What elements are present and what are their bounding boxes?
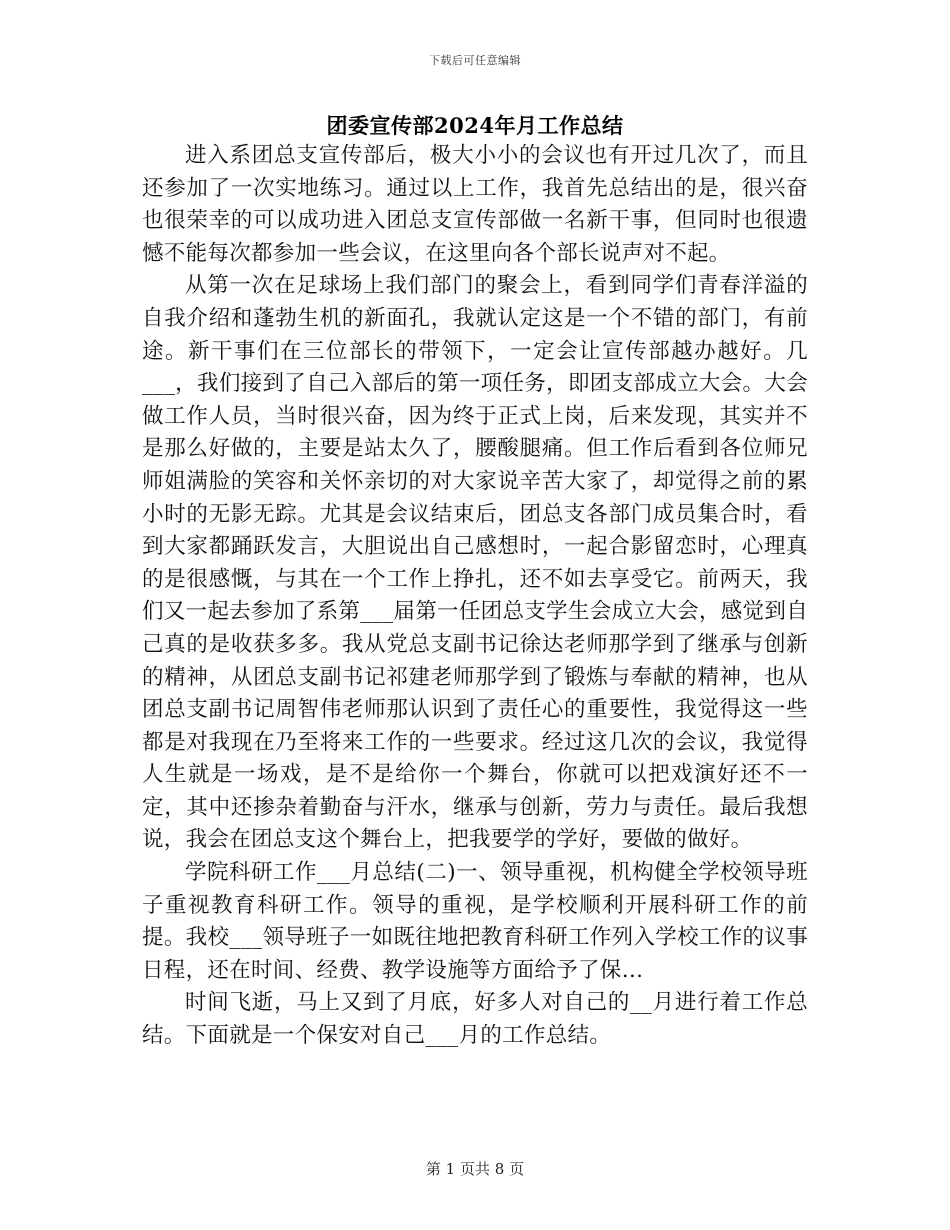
paragraph-3: 学院科研工作___月总结(二)一、领导重视，机构健全学校领导班子重视教育科研工作。领导的重视，是学校顺利开展科研工作的前提。我校___领导班子一如既往地把教育科研工作列入学校工作的议事日程，还在时间、经费、教学设施等方面给予了保…: [142, 860, 808, 983]
document-body: [142, 140, 808, 1053]
paragraph-4: 时间飞逝，马上又到了月底，好多人对自己的__月进行着工作总结。下面就是一个保安对自己___月的工作总结。: [142, 990, 808, 1049]
header-note: 下载后可任意编辑: [429, 54, 521, 67]
paragraph-2: 从第一次在足球场上我们部门的聚会上，看到同学们青春洋溢的自我介绍和蓬勃生机的新面孔，我就认定这是一个不错的部门，有前途。新干事们在三位部长的带领下，一定会让宣传部越办越好。几___，我们接到了自己入部后的第一项任务，即团支部成立大会。大会做工作人员，当时很兴奋，因为终于正式上岗，后来发现，其实并不是那么好做的，主要是站太久了，腰酸腿痛。但工作后看到各位师兄师姐满脸的笑容和关怀亲切的对大家说辛苦大家了，却觉得之前的累小时的无影无踪。尤其是会议结束后，团总支各部门成员集合时，看到大家都踊跃发言，大胆说出自己感想时，一起合影留恋时，心理真的是很感慨，与其在一个工作上挣扎，还不如去享受它。前两天，我们又一起去参加了系第___届第一任团总支学生会成立大会，感觉到自己真的是收获多多。我从党总支副书记徐达老师那学到了继承与创新的精神，从团总支副书记祁建老师那学到了锻炼与奉献的精神，也从团总支副书记周智伟老师那认识到了责任心的重要性，我觉得这一些都是对我现在乃至将来工作的一些要求。经过这几次的会议，我觉得人生就是一场戏，是不是给你一个舞台，你就可以把戏演好还不一定，其中还掺杂着勤奋与汗水，继承与创新，劳力与责任。最后我想说，我会在团总支这个舞台上，把我要学的学好，要做的做好。: [142, 273, 808, 853]
page-footer: 第 1 页共 8 页: [425, 1160, 525, 1178]
paragraph-1: 进入系团总支宣传部后，极大小小的会议也有开过几次了，而且还参加了一次实地练习。通过以上工作，我首先总结出的是，很兴奋也很荣幸的可以成功进入团总支宣传部做一名新干事，但同时也很遗憾不能每次都参加一些会议，在这里向各个部长说声对不起。: [142, 143, 808, 266]
document-title: 团委宣传部2024年月工作总结: [326, 113, 624, 138]
